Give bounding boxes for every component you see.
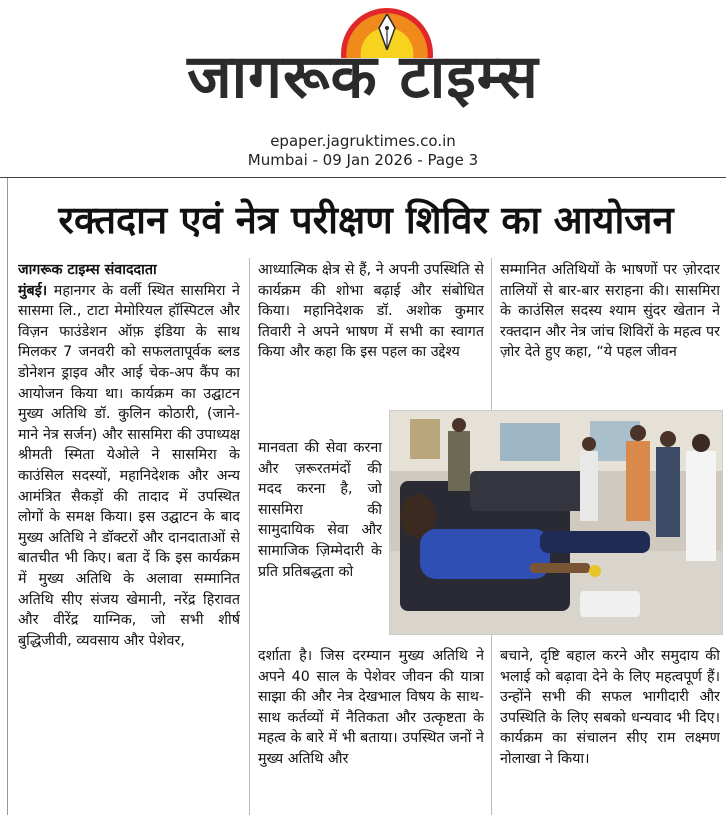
page-left-border [7,178,8,815]
epaper-url: epaper.jagruktimes.co.in [270,132,456,150]
masthead [0,0,726,180]
blood-donation-photo [389,410,723,635]
article-col1-text: महानगर के वर्ली स्थित सासमिरा ने सासमा लि., टाटा मेमोरियल हॉस्पिटल और विज़न फाउंडेशन ऑफ़ इंडिया के साथ मिलकर 7 जनवरी को सफलतापूर्वक ब्लड डोनेशन ड्राइव और आई चेक-अप कैंप का आयोजन किया था। कार्यक्रम का उद्घाटन मुख्य अतिथि डॉ. कुलिन कोठारी, (जाने-माने नेत्र सर्जन) और सासमिरा की उपाध्यक्ष श्रीमती स्मिता येओले ने सासमिरा के काउंसिल सदस्यों, महानिदेशक और अन्य आमंत्रित सैकड़ों की तादाद में उपस्थित लोगों के समक्ष किया। इस उद्घाटन के बाद मुख्य अतिथि ने डॉक्टरों और दानदाताओं से बातचीत भी किए। बता दें कि इस कार्यक्रम में मुख्य अतिथि के अलावा सम्मानित अतिथि सीए संजय खेमानी, नरेंद्र हिरावत और वीरेंद्र याग्निक, जो सभी शीर्ष बुद्धिजीवी, व्यवसाय और पेशेवर, [18,282,240,649]
article-column-3-top: सम्मानित अतिथियों के भाषणों पर ज़ोरदार तालियों से बार-बार सराहना की। सासमिरा के काउंसिल सदस्य श्याम सुंदर खेतान ने रक्तदान और नेत्र जांच शिविरों के महत्व पर ज़ोर देते हुए कहा, “ये पहल जीवन [500,262,720,361]
article-column-2-mid: मानवता की सेवा करना और ज़रूरतमंदों की मदद करना है, जो सासमिरा की सामुदायिक सेवा और सामाजिक ज़िम्मेदारी के प्रति प्रतिबद्धता को [258,440,382,580]
article-column-3-bottom: बचाने, दृष्टि बहाल करने और समुदाय की भलाई को बढ़ावा देने के लिए महत्वपूर्ण हैं। उन्होंने सभी की सफल भागीदारी और उपस्थिति के लिए सबको धन्यवाद भी दिए। कार्यक्रम का संचालन सीए राम लक्ष्मण नोलाखा ने किया। [500,648,720,767]
masthead-divider [0,177,726,178]
article-byline: जागरूक टाइम्स संवाददाता [18,262,157,278]
article-dateline: मुंबई। [18,282,48,299]
edition-line: Mumbai - 09 Jan 2026 - Page 3 [247,151,479,169]
article-column-1 [18,260,240,815]
masthead-title: जागरूक टाइम्स [187,42,539,112]
article-column-2-top: आध्यात्मिक क्षेत्र से हैं, ने अपनी उपस्थिति से कार्यक्रम की शोभा बढ़ाई और संबोधित किया। महानिदेशक डॉ. अशोक कुमार तिवारी ने अपने भाषण में सभी का स्वागत किया और कहा कि इस पहल का उद्देश्य [258,262,484,361]
article-column-2-bottom: दर्शाता है। जिस दरम्यान मुख्य अतिथि ने अपने 40 साल के पेशेवर जीवन की यात्रा साझा की और नेत्र देखभाल विषय के साथ-साथ कर्तव्यों में नैतिकता और उत्कृष्टता के महत्व के बारे में भी बताया। उपस्थित जनों ने मुख्य अतिथि और [258,648,484,767]
article-headline: रक्तदान एवं नेत्र परीक्षण शिविर का आयोजन [58,198,674,242]
photo-illustration [390,411,722,634]
column-divider [249,258,250,815]
